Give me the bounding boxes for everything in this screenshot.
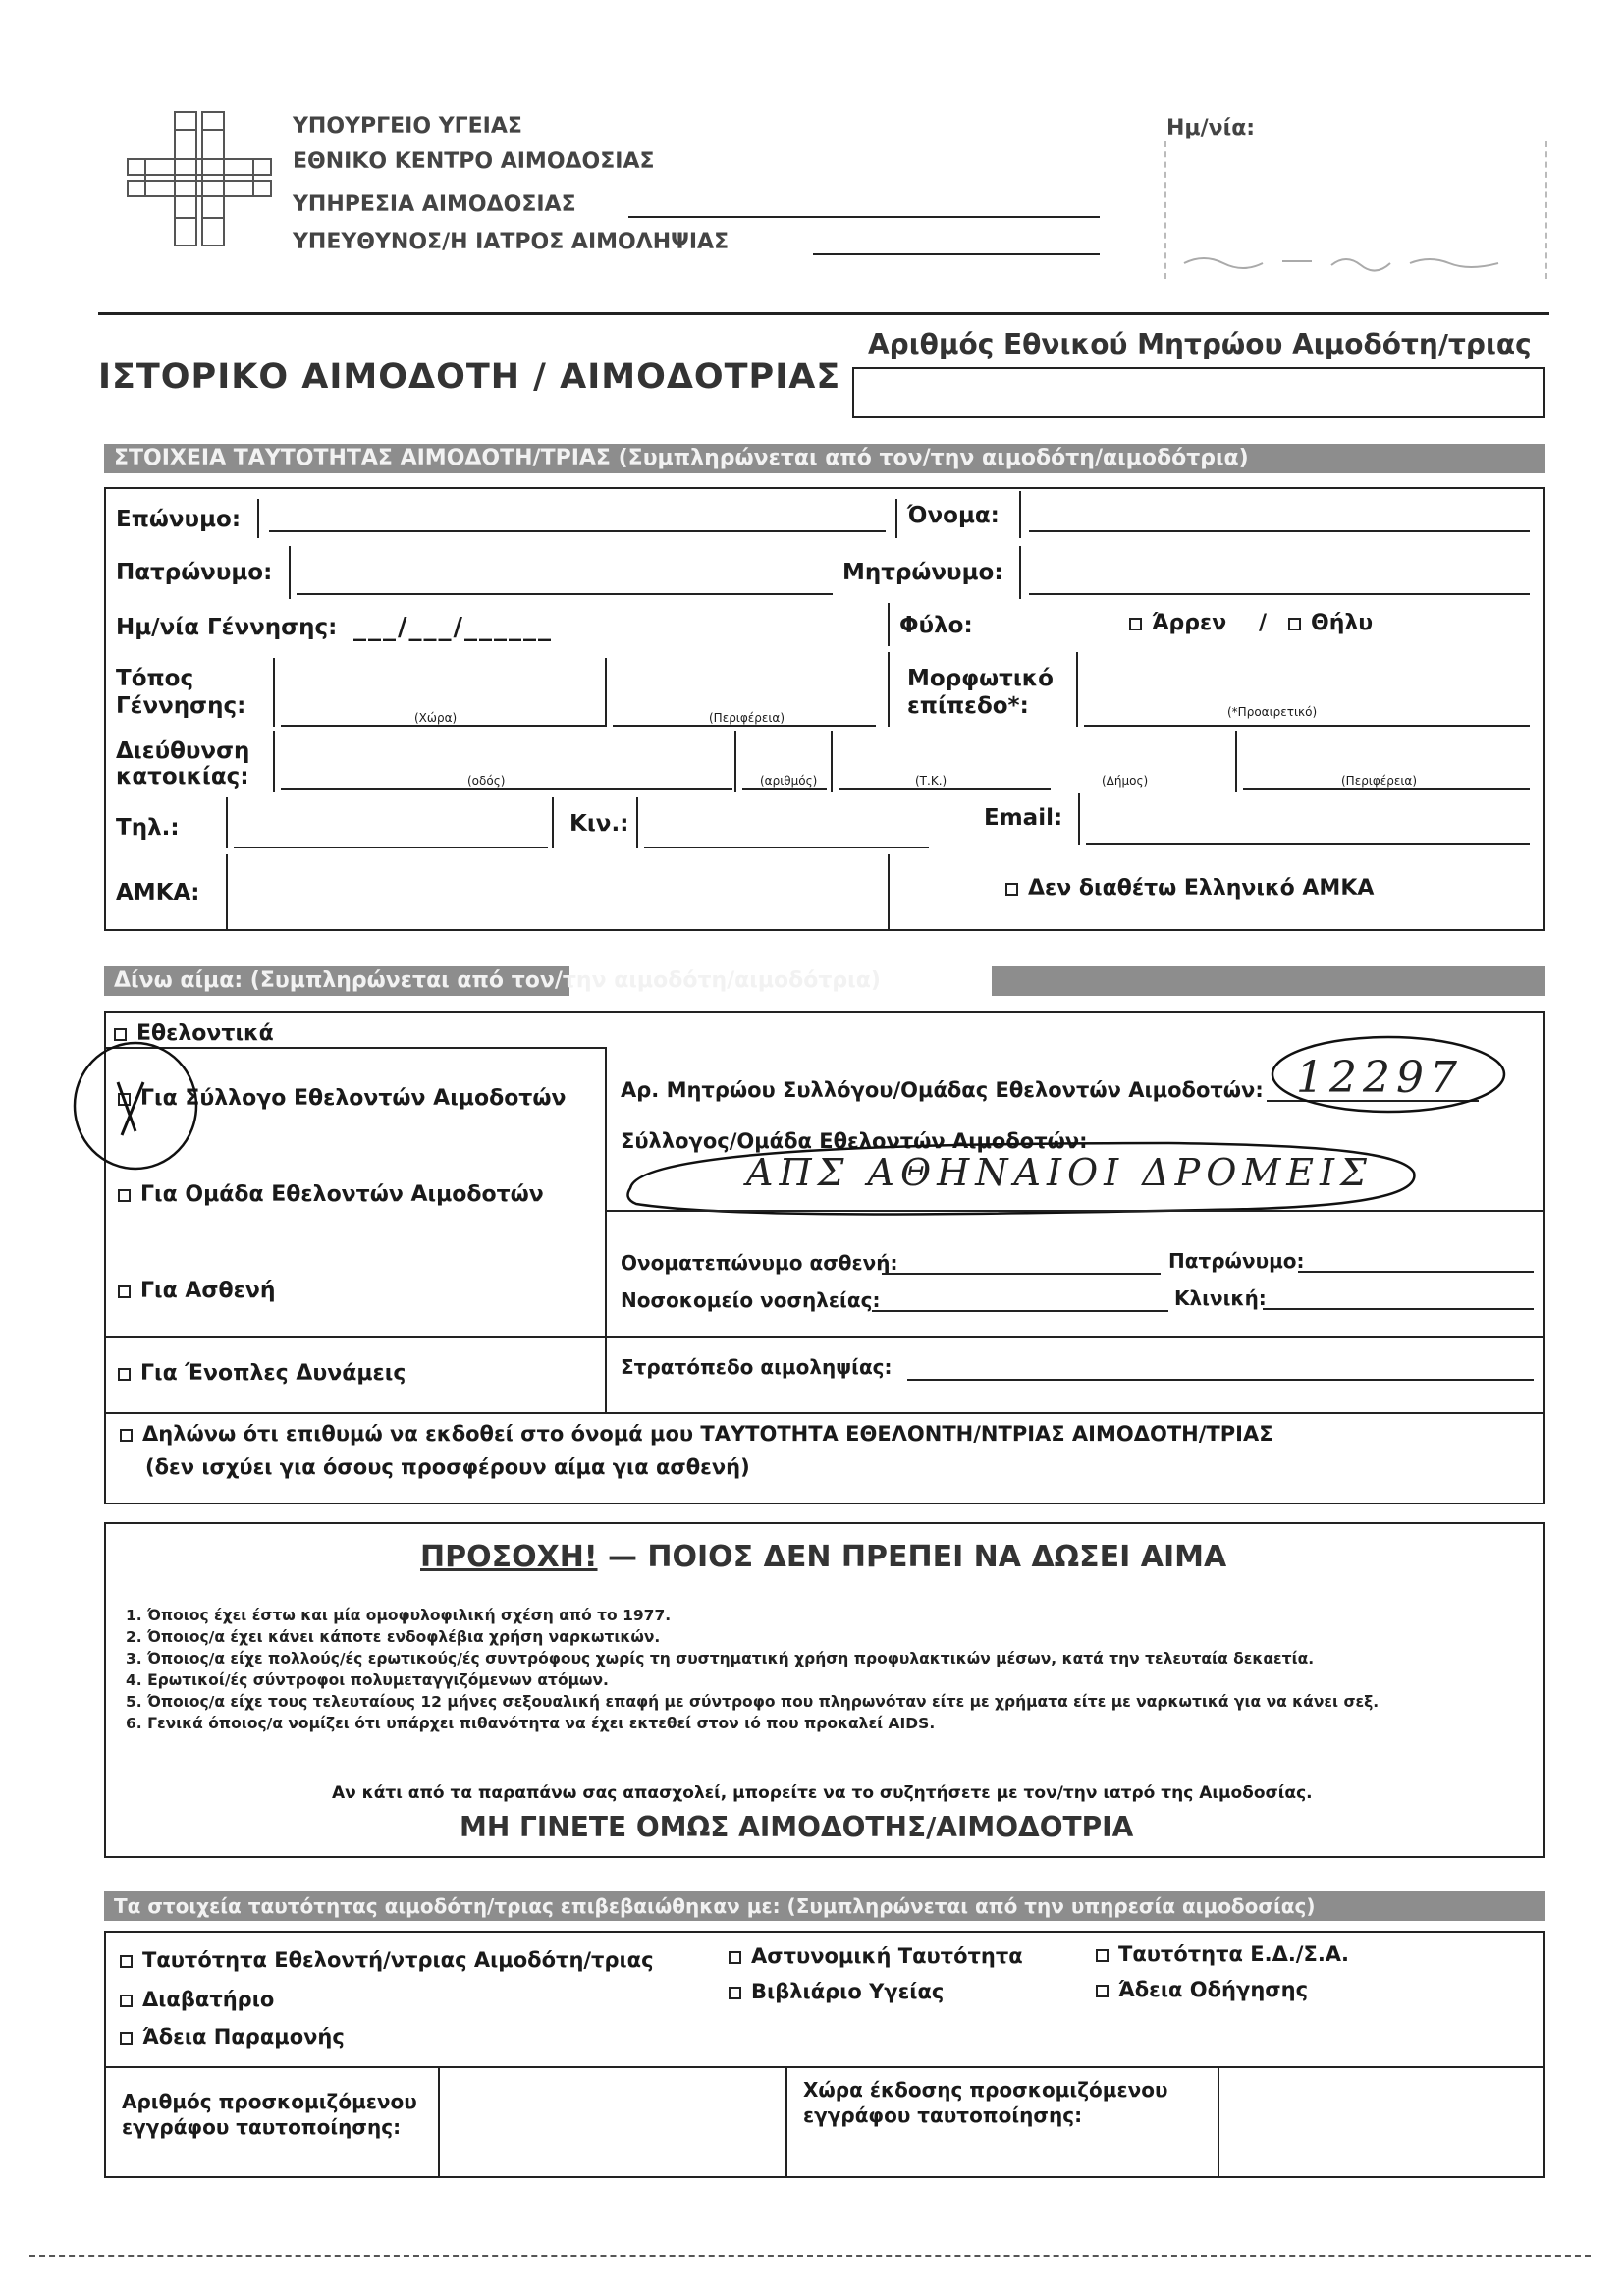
- header-line-3: ΥΠΗΡΕΣΙΑ ΑΙΜΟΔΟΣΙΑΣ: [293, 192, 576, 217]
- doc-country-field[interactable]: [1223, 2072, 1538, 2170]
- group-option[interactable]: Για Ομάδα Εθελοντών Αιμοδοτών: [118, 1182, 544, 1207]
- zip-hint: (Τ.Κ.): [915, 774, 947, 788]
- forces-id-option[interactable]: Ταυτότητα Ε.Δ./Σ.Α.: [1096, 1942, 1349, 1966]
- warning-item: 1. Όποιος έχει έστω και μία ομοφυλοφιλική σχέση από το 1977.: [126, 1607, 672, 1624]
- patient-checkbox[interactable]: [118, 1285, 131, 1298]
- warning-list: [126, 1605, 1379, 1734]
- assoc-name-circle: [619, 1129, 1434, 1220]
- health-book-option[interactable]: Βιβλιάριο Υγείας: [729, 1980, 944, 2003]
- camp-field[interactable]: [907, 1379, 1534, 1381]
- doc-number-label-1: Αριθμός προσκομιζόμενου: [122, 2090, 417, 2113]
- identity-section: [104, 487, 1545, 931]
- page-title: ΙΣΤΟΡΙΚΟ ΑΙΜΟΔΟΤΗ / ΑΙΜΟΔΟΤΡΙΑΣ: [98, 357, 841, 397]
- no-amka-option[interactable]: Δεν διαθέτω Ελληνικό ΑΜΚΑ: [1005, 876, 1374, 901]
- donor-id-option[interactable]: Ταυτότητα Εθελοντή/ντριας Αιμοδότη/τριας: [120, 1948, 654, 1972]
- address-label-1: Διεύθυνση: [116, 738, 250, 764]
- patient-father-label: Πατρώνυμο:: [1168, 1249, 1305, 1273]
- father-name-field[interactable]: [297, 593, 833, 595]
- mother-name-field[interactable]: [1029, 593, 1530, 595]
- address-zip-field[interactable]: [839, 788, 1051, 790]
- clinic-label: Κλινική:: [1174, 1286, 1267, 1310]
- surname-field[interactable]: [269, 530, 886, 532]
- passport-option[interactable]: Διαβατήριο: [120, 1988, 274, 2011]
- driving-license-checkbox[interactable]: [1096, 1985, 1109, 1997]
- health-book-checkbox[interactable]: [729, 1987, 741, 1999]
- header-line-3-underline: [628, 216, 1100, 218]
- association-option[interactable]: Για Σύλλογο Εθελοντών Αιμοδοτών: [118, 1086, 566, 1111]
- assoc-number-label: Αρ. Μητρώου Συλλόγου/Ομάδας Εθελοντών Αιμοδοτών:: [621, 1078, 1264, 1102]
- camp-label: Στρατόπεδο αιμοληψίας:: [621, 1355, 893, 1379]
- donation-section-header: Δίνω αίμα: (Συμπληρώνεται από τον/την αιμοδότη/αιμοδότρια): [104, 966, 569, 996]
- birthdate-label: Ημ/νία Γέννησης:: [116, 615, 338, 640]
- header-divider: [98, 312, 1549, 315]
- street-hint: (οδός): [467, 774, 506, 788]
- patient-name-label: Ονοματεπώνυμο ασθενή:: [621, 1251, 898, 1275]
- declaration-note: (δεν ισχύει για όσους προσφέρουν αίμα για ασθενή): [145, 1455, 750, 1479]
- registry-label: Αριθμός Εθνικού Μητρώου Αιμοδότη/τριας: [868, 328, 1532, 360]
- doc-country-label-2: εγγράφου ταυτοποίησης:: [803, 2104, 1083, 2127]
- patient-name-field[interactable]: [882, 1273, 1161, 1275]
- warning-item: 2. Όποιος/α έχει κάνει κάποτε ενδοφλέβια χρήση ναρκωτικών.: [126, 1628, 661, 1646]
- no-amka-checkbox[interactable]: [1005, 883, 1018, 896]
- birthplace-country-field[interactable]: [281, 725, 605, 727]
- group-checkbox[interactable]: [118, 1189, 131, 1202]
- warning-title-emphasis: ΠΡΟΣΟΧΗ!: [420, 1540, 598, 1574]
- phone-field[interactable]: [234, 847, 548, 848]
- country-hint: (Χώρα): [414, 711, 458, 725]
- assoc-number-value: 12297: [1296, 1053, 1463, 1103]
- birthplace-label-2: Γέννησης:: [116, 693, 246, 719]
- assoc-name-value: ΑΠΣ ΑΘΗΝΑΙΟΙ ΔΡΟΜΕΙΣ: [746, 1151, 1373, 1194]
- handwritten-check-mark: [71, 1037, 208, 1175]
- warning-note: Αν κάτι από τα παραπάνω σας απασχολεί, μπορείτε να το συζητήσετε με τον/την ιατρό της Αιμοδοσίας.: [332, 1783, 1313, 1803]
- sex-separator: /: [1259, 611, 1268, 635]
- education-label-2: επίπεδο*:: [907, 693, 1029, 719]
- number-hint: (αριθμός): [760, 774, 818, 788]
- name-field[interactable]: [1029, 530, 1530, 532]
- doc-number-field[interactable]: [444, 2072, 778, 2170]
- education-field[interactable]: [1084, 725, 1530, 727]
- warning-item: 3. Όποιος/α είχε πολλούς/ές ερωτικούς/ές συντρόφους χωρίς τη συστηματική χρήση προφυλακτικών μέσων, κατά την τελευταία δεκαετία.: [126, 1650, 1315, 1667]
- birthplace-region-field[interactable]: [613, 725, 876, 727]
- amka-label: ΑΜΚΑ:: [116, 880, 200, 905]
- hospital-label: Νοσοκομείο νοσηλείας:: [621, 1288, 881, 1312]
- police-id-checkbox[interactable]: [729, 1951, 741, 1964]
- address-street-field[interactable]: [281, 788, 732, 790]
- assoc-number-circle: [1267, 1031, 1512, 1120]
- verification-section-header: Τα στοιχεία ταυτότητας αιμοδότη/τριας επιβεβαιώθηκαν με: (Συμπληρώνεται από την υπηρεσία αιμοδοσίας): [104, 1891, 1545, 1921]
- warning-title-rest: — ΠΟΙΟΣ ΔΕΝ ΠΡΕΠΕΙ ΝΑ ΔΩΣΕΙ ΑΙΜΑ: [597, 1540, 1227, 1574]
- doc-number-label-2: εγγράφου ταυτοποίησης:: [122, 2115, 402, 2139]
- donation-band-tail: [992, 966, 1545, 996]
- voluntary-option[interactable]: Εθελοντικά: [114, 1021, 274, 1046]
- header-line-4-underline: [813, 253, 1100, 255]
- ministry-cross-logo: [126, 110, 273, 247]
- municipality-hint: (Δήμος): [1102, 774, 1149, 788]
- stamp-scribble: [1174, 246, 1547, 275]
- residence-permit-checkbox[interactable]: [120, 2032, 133, 2045]
- warning-item: 6. Γενικά όποιος/α νομίζει ότι υπάρχει πιθανότητα να έχει εκτεθεί στον ιό που προκαλεί AIDS.: [126, 1715, 936, 1732]
- date-label: Ημ/νία:: [1166, 116, 1256, 140]
- warning-closing: ΜΗ ΓΙΝΕΤΕ ΟΜΩΣ ΑΙΜΟΔΟΤΗΣ/ΑΙΜΟΔΟΤΡΙΑ: [460, 1811, 1134, 1843]
- optional-hint: (*Προαιρετικό): [1227, 705, 1318, 719]
- region2-hint: (Περιφέρεια): [1341, 774, 1418, 788]
- declaration-checkbox[interactable]: [120, 1429, 133, 1442]
- declaration-option[interactable]: Δηλώνω ότι επιθυμώ να εκδοθεί στο όνομά μου ΤΑΥΤΟΤΗΤΑ ΕΘΕΛΟΝΤΗ/ΝΤΡΙΑΣ ΑΙΜΟΔΟΤΗ/ΤΡΙΑΣ: [120, 1422, 1273, 1446]
- address-number-field[interactable]: [742, 788, 827, 790]
- address-region-field[interactable]: [1243, 788, 1530, 790]
- registry-number-field[interactable]: [852, 367, 1545, 418]
- birthplace-label-1: Τόπος: [116, 666, 194, 691]
- identity-section-header: ΣΤΟΙΧΕΙΑ ΤΑΥΤΟΤΗΤΑΣ ΑΙΜΟΔΟΤΗ/ΤΡΙΑΣ (Συμπληρώνεται από τον/την αιμοδότη/αιμοδότρια): [104, 444, 1545, 473]
- sex-label: Φύλο:: [899, 613, 973, 638]
- hospital-field[interactable]: [872, 1310, 1168, 1312]
- header-line-4: ΥΠΕΥΘΥΝΟΣ/Η ΙΑΤΡΟΣ ΑΙΜΟΛΗΨΙΑΣ: [293, 230, 730, 254]
- male-option[interactable]: Άρρεν: [1129, 611, 1226, 635]
- police-id-option[interactable]: Αστυνομική Ταυτότητα: [729, 1944, 1023, 1968]
- passport-checkbox[interactable]: [120, 1995, 133, 2007]
- driving-license-option[interactable]: Άδεια Οδήγησης: [1096, 1978, 1308, 2001]
- doc-country-label-1: Χώρα έκδοσης προσκομιζόμενου: [803, 2078, 1168, 2102]
- father-name-label: Πατρώνυμο:: [116, 560, 273, 585]
- name-label: Όνομα:: [907, 503, 1000, 528]
- region-hint: (Περιφέρεια): [709, 711, 785, 725]
- email-field[interactable]: [1086, 843, 1530, 845]
- female-checkbox[interactable]: [1288, 618, 1301, 630]
- mobile-field[interactable]: [644, 847, 929, 848]
- address-label-2: κατοικίας:: [116, 764, 249, 790]
- clinic-field[interactable]: [1263, 1308, 1534, 1310]
- warning-item: 4. Ερωτικοί/ές σύντροφοι πολυμεταγγιζόμενων ατόμων.: [126, 1671, 609, 1689]
- education-label-1: Μορφωτικό: [907, 666, 1054, 691]
- male-checkbox[interactable]: [1129, 618, 1142, 630]
- warning-item: 5. Όποιος/α είχε τους τελευταίους 12 μήνες σεξουαλική επαφή με σύντροφο που πληρωνόταν είτε με χρήματα είτε με ναρκωτικά για να κάνει σεξ.: [126, 1693, 1380, 1711]
- assoc-name-label: Σύλλογος/Ομάδα Εθελοντών Αιμοδοτών:: [621, 1129, 1088, 1153]
- female-option[interactable]: Θήλυ: [1288, 611, 1373, 635]
- donor-id-checkbox[interactable]: [120, 1955, 133, 1968]
- surname-label: Επώνυμο:: [116, 507, 242, 532]
- scan-edge-line: [29, 2255, 1591, 2257]
- forces-checkbox[interactable]: [118, 1368, 131, 1381]
- birthdate-field[interactable]: ___/___/______: [353, 613, 553, 642]
- mobile-label: Κιν.:: [569, 811, 629, 837]
- header-line-2: ΕΘΝΙΚΟ ΚΕΝΤΡΟ ΑΙΜΟΔΟΣΙΑΣ: [293, 149, 655, 174]
- phone-label: Τηλ.:: [116, 815, 180, 841]
- patient-father-field[interactable]: [1298, 1271, 1534, 1273]
- forces-option[interactable]: Για Ένοπλες Δυνάμεις: [118, 1361, 406, 1386]
- email-label: Email:: [984, 805, 1063, 831]
- warning-title: [420, 1540, 1226, 1574]
- patient-option[interactable]: Για Ασθενή: [118, 1279, 276, 1303]
- residence-permit-option[interactable]: Άδεια Παραμονής: [120, 2025, 345, 2049]
- mother-name-label: Μητρώνυμο:: [842, 560, 1003, 585]
- header-line-1: ΥΠΟΥΡΓΕΙΟ ΥΓΕΙΑΣ: [293, 114, 522, 138]
- forces-id-checkbox[interactable]: [1096, 1949, 1109, 1962]
